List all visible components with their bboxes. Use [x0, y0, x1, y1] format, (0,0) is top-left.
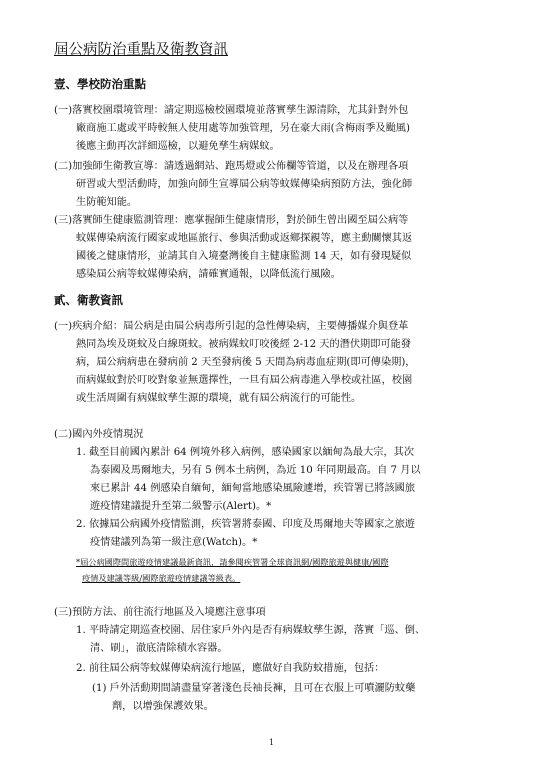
- text-line: 疫情建議列為第一級注意(Watch)。*: [90, 537, 258, 548]
- text-line: 蚊媒傳染病流行國家或地區旅行、參與活動或返鄉探親等，應主動關懷其返: [76, 233, 413, 244]
- section-2-item-2-heading: (二)國內外疫情現況: [54, 429, 144, 440]
- section-2-item-3-sub-1: [76, 622, 425, 658]
- page-number: 1: [268, 738, 275, 747]
- text-line: 遊疫情建議提升至第二級警示(Alert)。*: [90, 501, 272, 512]
- text-line: 廠商施工處或平時較無人使用處等加強管理，另在豪大雨(含梅雨季及颱風): [76, 123, 410, 134]
- travel-advisory-note: [76, 554, 389, 586]
- section-1-item-1: [54, 102, 410, 156]
- text-line: 國後之健康情形，並請其自入境臺灣後自主健康監測 14 天，如有發現疑似: [76, 251, 412, 262]
- text-line: 後應主動再次詳細巡檢，以避免孳生病媒蚊。: [76, 141, 280, 152]
- page-title: 屆公病防治重點及衛教資訊: [54, 42, 228, 58]
- text-line: 為泰國及馬爾地夫，另有 5 例本土病例，為近 10 年同期最高。自 7 月以: [90, 465, 421, 476]
- section-1-heading: 壹、學校防治重點: [54, 77, 146, 91]
- text-line: (一)落實校園環境管理：請定期巡檢校園環境並落實孳生源清除，尤其針對外包: [54, 105, 409, 116]
- section-1-item-3: [54, 212, 412, 284]
- section-2-item-2-sub-1: [76, 444, 421, 516]
- section-2-item-3-sub-2-point-1: [92, 680, 415, 716]
- note-line: *屆公病國際間旅遊疫情建議最新資訊，請參閱疾管署全球資訊網/國際旅遊與健康/國際: [76, 557, 389, 567]
- text-line: 或生活周圍有病媒蚊孳生源的環境，就有屆公病流行的可能性。: [76, 393, 362, 404]
- text-line: 1. 平時請定期巡查校園、居住家戶外內是否有病媒蚊孳生源，落實「巡、倒、: [76, 625, 426, 636]
- text-line: 生防範知能。: [76, 197, 138, 208]
- text-line: (一)疾病介紹：屆公病是由屆公病毒所引起的急性傳染病，主要傳播媒介與登革: [54, 321, 409, 332]
- note-line: 疫情及建議等級/國際旅遊疫情建議等級表。: [82, 573, 241, 583]
- text-line: 清、刷」，澈底清除積水容器。: [90, 643, 228, 654]
- section-2-heading: 貳、衛教資訊: [54, 293, 123, 307]
- section-2-item-3-sub-2: [76, 660, 384, 678]
- text-line: (二)加強師生衛教宣導：請透過網站、跑馬燈或公佈欄等管道，以及在辦理各項: [54, 161, 409, 172]
- section-2-item-2-sub-2: [76, 516, 415, 552]
- text-line: 病，屆公病病患在發病前 2 天至發病後 5 天間為病毒血症期(即可傳染期)，: [76, 357, 416, 368]
- text-line: 2. 依據屆公病國外疫情監測，疾管署將泰國、印度及馬爾地夫等國家之旅遊: [76, 519, 415, 530]
- section-2-item-1: [54, 318, 416, 408]
- text-line: 研習或大型活動時，加強向師生宣導屆公病等蚊媒傳染病預防方法，強化師: [76, 179, 413, 190]
- text-line: 來已累計 44 例感染自緬甸，緬甸當地感染風險遽增，疾管署已將該國旅: [90, 483, 416, 494]
- text-line: 感染屆公病等蚊媒傳染病，請確實通報，以降低流行風險。: [76, 269, 341, 280]
- section-1-item-2: [54, 158, 412, 212]
- text-line: 而病媒蚊對於叮咬對象並無選擇性，一旦有屆公病毒進入學校或社區，校園: [76, 375, 413, 386]
- text-line: (三)落實師生健康監測管理：應掌握師生健康情形，對於師生曾出國至屆公病等: [54, 215, 409, 226]
- text-line: 2. 前往屆公病等蚊媒傳染病流行地區，應做好自我防蚊措施，包括：: [76, 663, 385, 674]
- text-line: 熱同為埃及斑蚊及白線斑蚊。被病媒蚊叮咬後經 2-12 天的潛伏期即可能發: [76, 339, 411, 350]
- section-2-item-3-heading: (三)預防方法、前往流行地區及入境應注意事項: [54, 607, 266, 618]
- text-line: (1) 戶外活動期間請盡量穿著淺色長袖長褲，且可在衣服上可噴灑防蚊藥: [92, 683, 416, 694]
- text-line: 劑，以增強保護效果。: [112, 701, 214, 712]
- text-line: 1. 截至目前國內累計 64 例境外移入病例，感染國家以緬甸為最大宗，其次: [76, 447, 415, 458]
